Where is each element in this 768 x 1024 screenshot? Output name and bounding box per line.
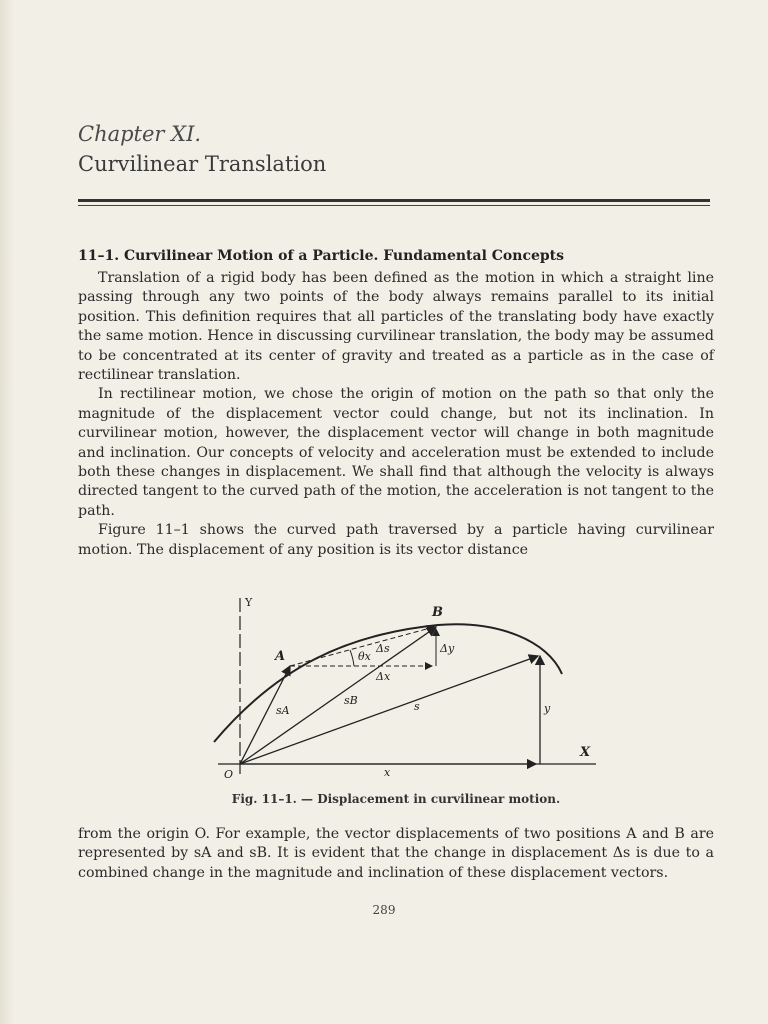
y-label: y [544, 702, 551, 715]
sb-label: sB [344, 694, 358, 707]
point-b-label: B [432, 605, 443, 620]
chapter-label: Chapter XI. [78, 122, 202, 146]
continuation-body [78, 825, 714, 883]
paragraph: from the origin O. For example, the vector displacements of two positions A and B are represented by sA and sB. It is evident that the change in displacement Δs is due to a combined change in the magnitude and inclination of these displacement vectors. [78, 826, 714, 881]
point-a-label: A [275, 649, 286, 664]
section-heading: 11–1. Curvilinear Motion of a Particle. Fundamental Concepts [78, 248, 565, 264]
figure-11-1 [78, 596, 714, 811]
chapter-title: Curvilinear Translation [78, 152, 327, 176]
x-label: x [384, 766, 391, 779]
page-number: 289 [372, 903, 396, 917]
delta-x-label: Δx [376, 670, 391, 683]
theta-arc [350, 650, 354, 666]
header-rule-thin [78, 205, 710, 206]
origin-label: O [224, 768, 234, 781]
theta-label: θx [358, 650, 371, 663]
delta-y-label: Δy [440, 642, 455, 655]
figure-caption: Fig. 11–1. — Displacement in curvilinear motion. [231, 792, 561, 806]
delta-s-label: Δs [376, 642, 390, 655]
paragraph: In rectilinear motion, we chose the origin of motion on the path so that only the magnitude of the displacement vector could change, but not its inclination. In curvilinear motion, however, the displacement vector will change in both magnitude and inclination. Our concepts of velocity and acceleration must be extended to include both these changes in displacement. We shall find that although the velocity is always directed tangent to the curved path of the motion, the acceleration is not tangent to the path. [78, 386, 714, 519]
s-label: s [414, 700, 420, 713]
page-edge [0, 0, 14, 1024]
section-body [78, 248, 714, 560]
paragraph: Figure 11–1 shows the curved path traversed by a particle having curvilinear motion. The displacement of any position is its vector distance [78, 522, 714, 558]
x-axis-label: X [580, 745, 591, 760]
header-rule-thick [78, 199, 710, 202]
chapter-header [78, 122, 710, 176]
sa-label: sA [276, 704, 290, 717]
y-axis-label: Y [245, 596, 253, 609]
displacement-diagram [78, 596, 714, 786]
paragraph: Translation of a rigid body has been defined as the motion in which a straight line passing through any two points of the body always remains parallel to its initial position. This definition requires that all particles of the translating body have exactly the same motion. Hence in discussing curvilinear translation, the body may be assumed to be concentrated at its center of gravity and treated as a particle as in the case of rectilinear translation. [78, 270, 714, 384]
